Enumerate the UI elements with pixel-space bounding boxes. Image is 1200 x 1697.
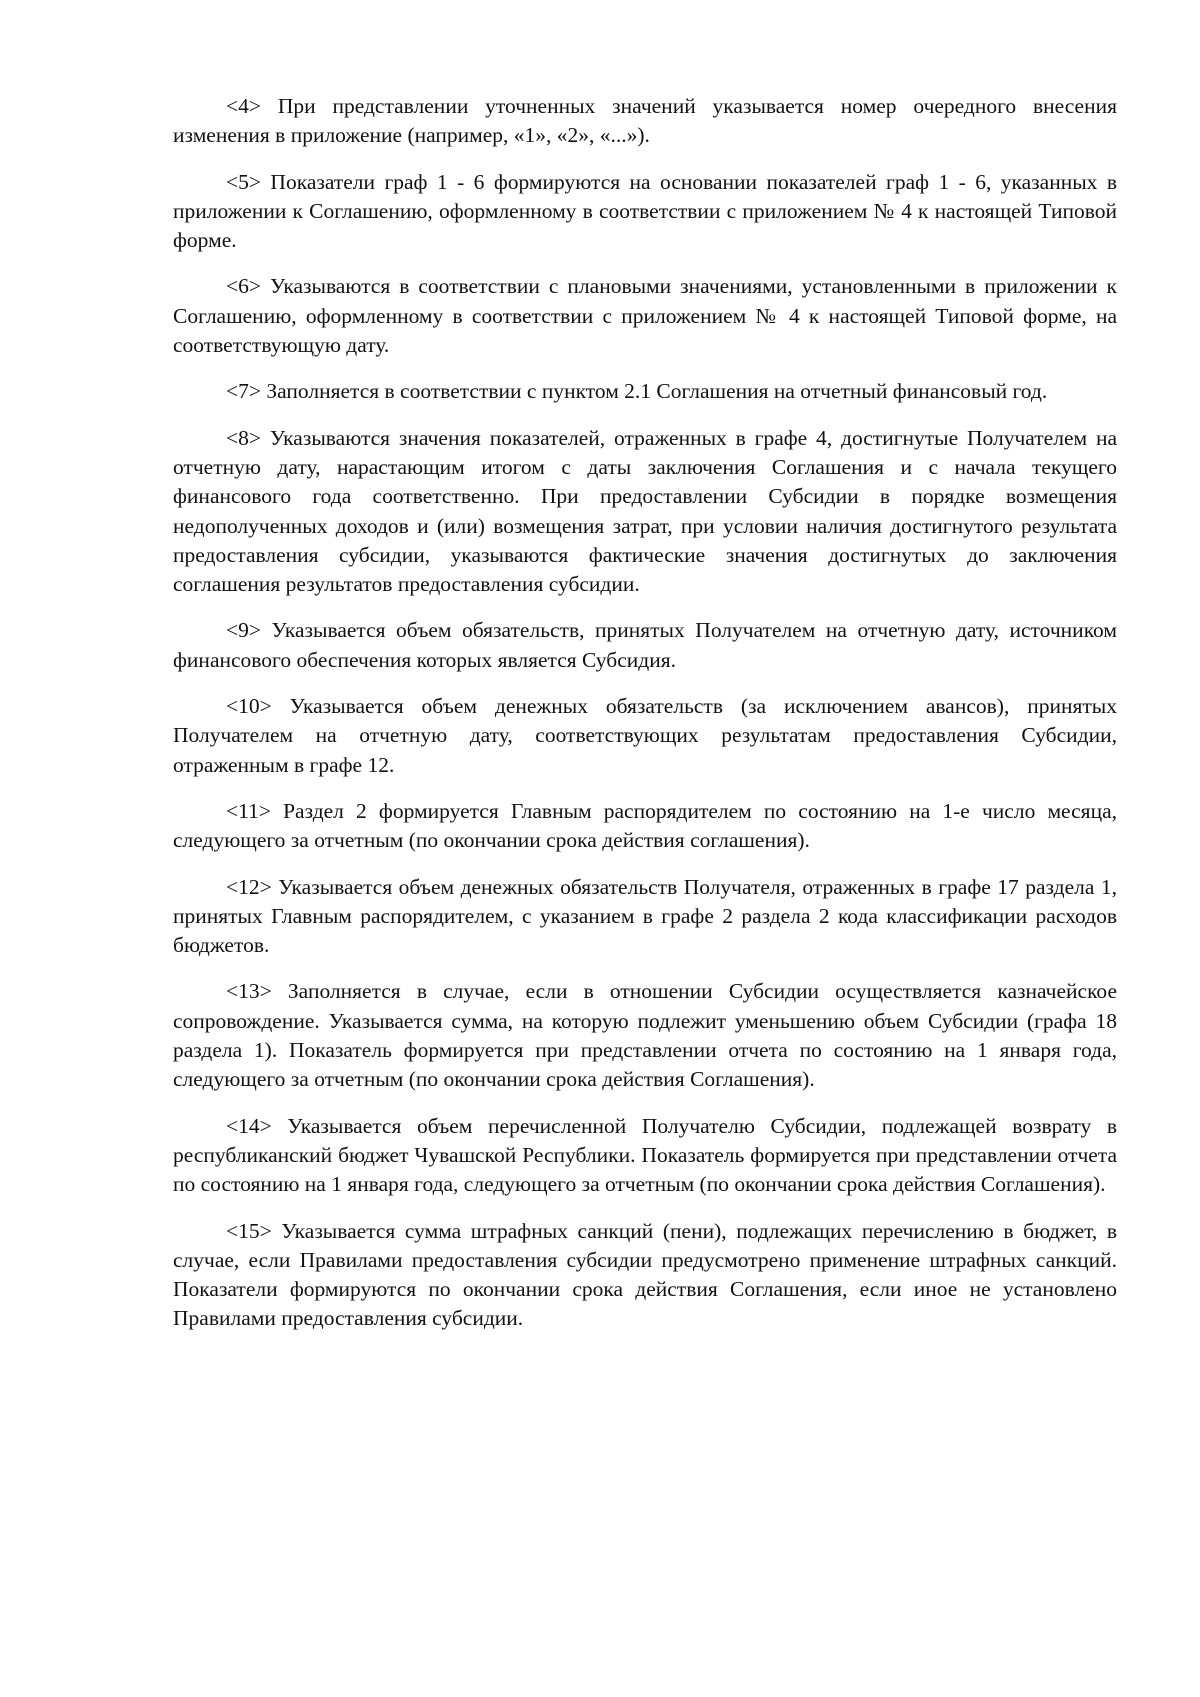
footnote-6: <6> Указываются в соответствии с плановыми значениями, установленными в приложении к Соглашению, оформленному в соответствии с приложением № 4 к настоящей Типовой форме, на соответствующую дату. [173, 274, 1117, 358]
document-page [173, 92, 1117, 1351]
footnote-8: <8> Указываются значения показателей, отраженных в графе 4, достигнутые Получателем на отчетную дату, нарастающим итогом с даты заключения Соглашения и с начала текущего финансового года соответственно. При предоставлении Субсидии в порядке возмещения недополученных доходов и (или) возмещения затрат, при условии наличия достигнутого результата предоставления субсидии, указываются фактические значения достигнутых до заключения соглашения результатов предоставления субсидии. [173, 425, 1117, 597]
footnote-10: <10> Указывается объем денежных обязательств (за исключением авансов), принятых Получателем на отчетную дату, соответствующих результатам предоставления Субсидии, отраженным в графе 12. [173, 694, 1117, 777]
footnote-4: <4> При представлении уточненных значений указывается номер очередного внесения изменения в приложение (например, «1», «2», «...»). [173, 94, 1117, 148]
footnote-13: <13> Заполняется в случае, если в отношении Субсидии осуществляется казначейское сопровождение. Указывается сумма, на которую подлежит уменьшению объем Субсидии (графа 18 раздела 1). Показатель формируется при представлении отчета по состоянию на 1 января года, следующего за отчетным (по окончании срока действия Соглашения). [173, 979, 1117, 1092]
footnote-7: <7> Заполняется в соответствии с пунктом 2.1 Соглашения на отчетный финансовый год. [226, 379, 1048, 404]
footnote-9: <9> Указывается объем обязательств, принятых Получателем на отчетную дату, источником финансового обеспечения которых является Субсидия. [173, 618, 1117, 672]
footnote-15: <15> Указывается сумма штрафных санкций (пени), подлежащих перечислению в бюджет, в случае, если Правилами предоставления субсидии предусмотрено применение штрафных санкций. Показатели формируются по окончании срока действия Соглашения, если иное не установлено Правилами предоставления субсидии. [173, 1218, 1117, 1331]
footnote-11: <11> Раздел 2 формируется Главным распорядителем по состоянию на 1-е число месяца, следующего за отчетным (по окончании срока действия соглашения). [173, 798, 1117, 853]
footnote-12: <12> Указывается объем денежных обязательств Получателя, отраженных в графе 17 раздела 1, принятых Главным распорядителем, с указанием в графе 2 раздела 2 кода классификации расходов бюджетов. [173, 874, 1117, 958]
footnote-5: <5> Показатели граф 1 - 6 формируются на основании показателей граф 1 - 6, указанных в приложении к Соглашению, оформленному в соответствии с приложением № 4 к настоящей Типовой форме. [173, 169, 1117, 253]
footnote-14: <14> Указывается объем перечисленной Получателю Субсидии, подлежащей возврату в республиканский бюджет Чувашской Республики. Показатель формируется при представлении отчета по состоянию на 1 января года, следующего за отчетным (по окончании срока действия Соглашения). [173, 1113, 1117, 1197]
